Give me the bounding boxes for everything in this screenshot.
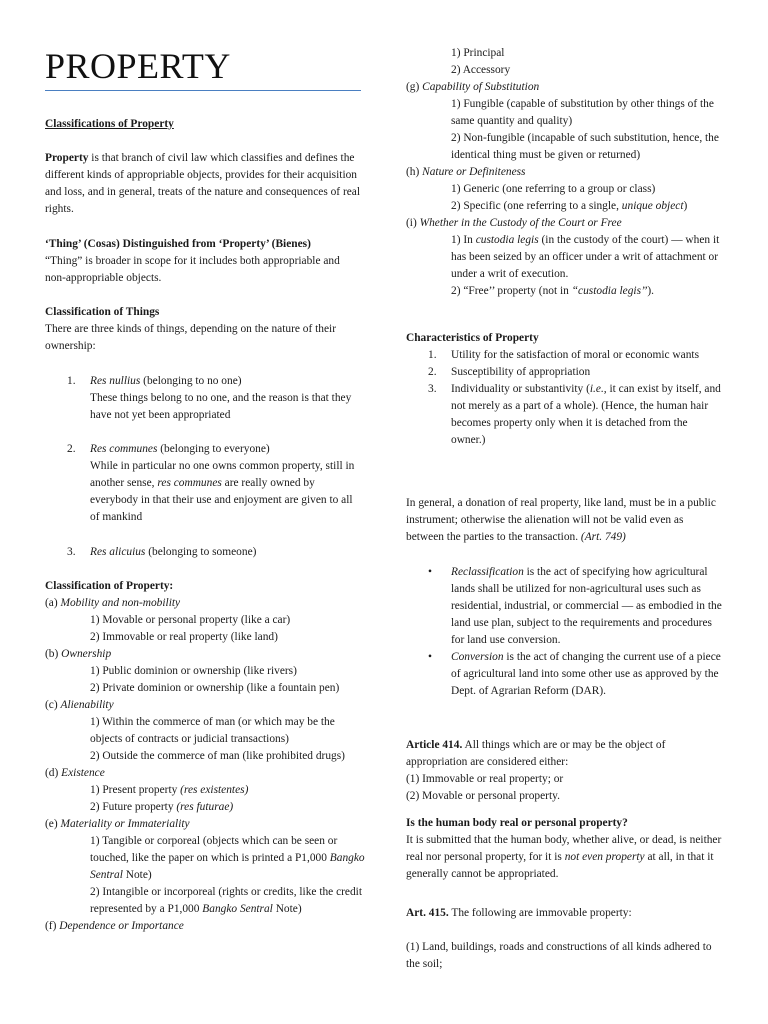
- list-item-conversion: • Conversion is the act of changing the current use of a piece of agricultural land into some other use as approved by the Dept. of Agrarian Reform (DAR).: [428, 651, 721, 697]
- list-item-reclassification: • Reclassification is the act of specifying how agricultural lands shall be utilized for non-agricultural uses such as residential, industrial, or commercial — as embodied in the land use plan, subject to the requirements and procedures for land use conversion.: [428, 566, 722, 646]
- classification-of-property: Classification of Property: (a) Mobility and non-mobility 1) Movable or personal property (like a car) 2) Immovable or real property (like land) (b) Ownership 1) Public dominion or ownership (like rivers) 2) Private dominion or ownership (like a fountain pen) (c) Alienability 1) Within the commerce of man (or which may be the objects of contracts or judicial transactions) 2) Outside the commerce of man (like prohibited drugs) (d) Existence 1) Present property (res existentes) 2) Future property (res futurae) (e) Materiality or Immateriality 1) Tangible or corporeal (objects which can be seen or touched, like the paper on which is printed a P1,000 Bangko Sentral Note) 2) Intangible or incorporeal (rights or credits, like the credit represented by a P1,000 Bangko Sentral Note) (f) Dependence or Importance: [45, 580, 365, 932]
- property-definition: Property is that branch of civil law which classifies and defines the different kinds of appropriable objects, provides for their acquisition and loss, and in general, treats of the nature and consequences of real rights.: [45, 152, 361, 215]
- bullet-list: [406, 564, 722, 700]
- article-414: Article 414. All things which are or may be the object of appropriation are considered either: (1) Immovable or real property; or (2) Movable or personal property.: [406, 739, 666, 802]
- list-item-res-communes: 2. Res communes (belonging to everyone) While in particular no one owns common property, still in another sense, res communes are really owned by everybody in that their use and enjoyment are given to all of mankind: [67, 443, 355, 523]
- list-item-res-alicuius: 3. Res alicuius (belonging to someone): [67, 546, 257, 558]
- human-body-section: Is the human body real or personal property? It is submitted that the human body, whether alive, or dead, is neither real nor personal property, for it is not even property at all, in that it generally cannot be appropriated.: [406, 817, 722, 880]
- title-underline: [45, 90, 361, 91]
- classifications-heading: Classifications of Property: [45, 118, 174, 130]
- classification-of-things: Classification of Things There are three kinds of things, depending on the nature of their ownership:: [45, 306, 336, 352]
- characteristics-of-property: Characteristics of Property 1. Utility for the satisfaction of moral or economic wants 2. Susceptibility of appropriation 3. Individuality or substantivity (i.e., it can exist by itself, and not merely as a part of a whole). (Hence, the human hair becomes property only when it is detached from the owner.): [406, 332, 721, 446]
- article-415: Art. 415. The following are immovable property: (1) Land, buildings, roads and constructions of all kinds adhered to the soil;: [406, 907, 712, 970]
- list-item-res-nullius: 1. Res nullius (belonging to no one) These things belong to no one, and the reason is that they have not yet been appropriated: [67, 375, 352, 421]
- page-title: PROPERTY: [45, 46, 231, 86]
- thing-vs-property: ‘Thing’ (Cosas) Distinguished from ‘Property’ (Bienes) “Thing” is broader in scope for it includes both appropriable and non-appropriable objects.: [45, 238, 340, 284]
- donation-paragraph: In general, a donation of real property, like land, must be in a public instrument; otherwise the alienation will not be valid even as between the parties to the transaction. (Art. 749): [406, 497, 716, 543]
- classification-continued: 1) Principal 2) Accessory (g) Capability of Substitution 1) Fungible (capable of substitution by other things of the same quantity and quality) 2) Non-fungible (incapable of such substitution, hence, the identical thing must be given or returned) (h) Nature or Definiteness 1) Generic (one referring to a group or class) 2) Specific (one referring to a single, unique object) (i) Whether in the Custody of the Court or Free 1) In custodia legis (in the custody of the court) — when it has been seized by an officer under a writ of attachment or under a writ of execution. 2) “Free’’ property (not in “custodia legis’’).: [406, 47, 720, 297]
